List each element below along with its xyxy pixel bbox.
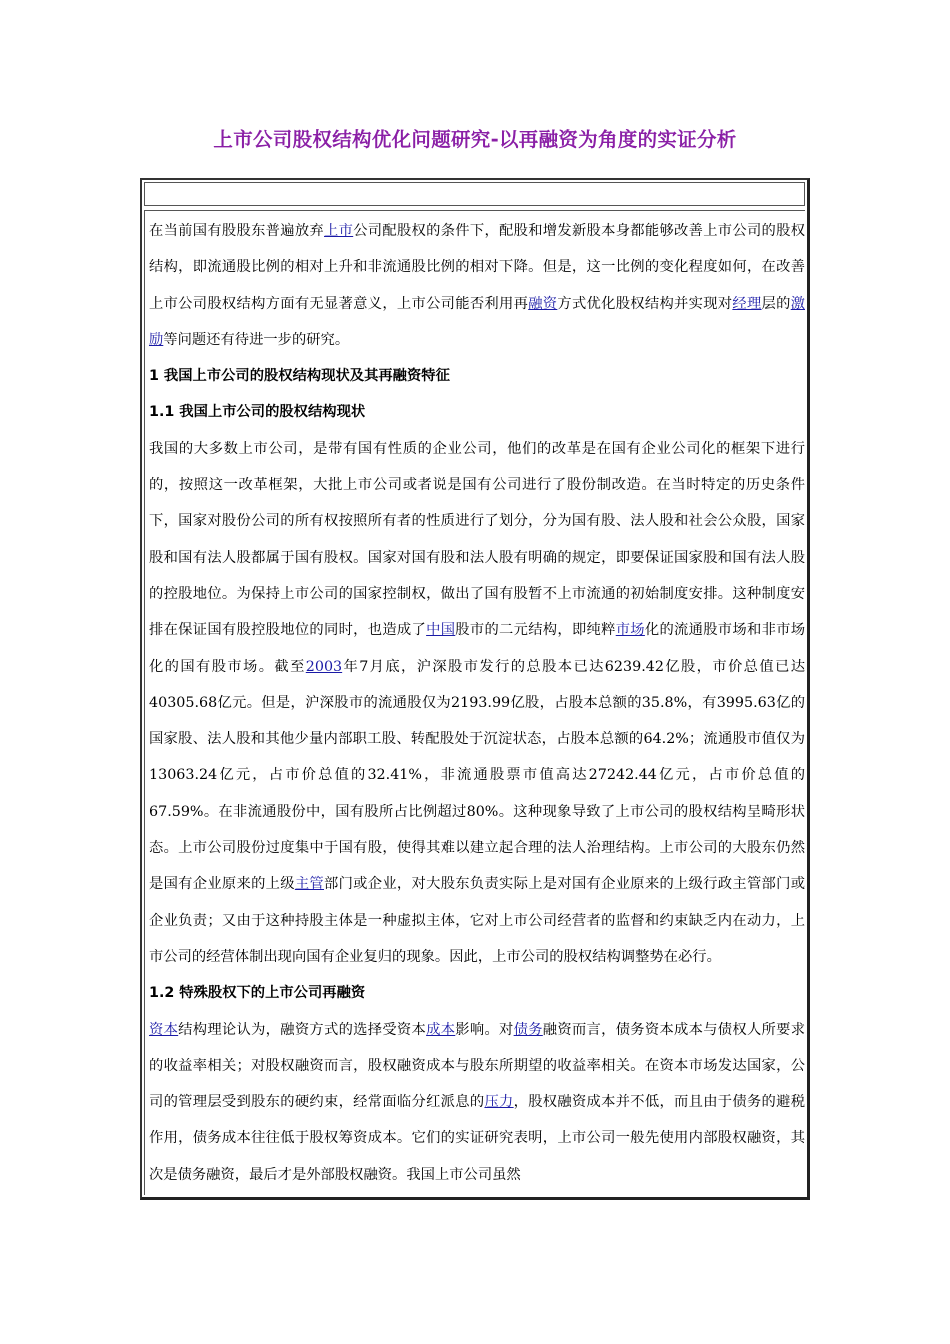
text-run: 方式优化股权结构并实现对: [557, 295, 733, 312]
text-run: 影响。对: [455, 1021, 514, 1038]
text-run: 层的: [761, 295, 791, 312]
text-run: 股市的二元结构，即纯粹: [455, 622, 616, 639]
link-pressure[interactable]: 压力: [484, 1094, 514, 1111]
intro-paragraph: [149, 213, 805, 358]
text-run: 等问题还有待进一步的研究。: [163, 331, 350, 348]
table-content-cell: [144, 210, 805, 1195]
link-market[interactable]: 市场: [615, 622, 645, 639]
link-2003[interactable]: 2003: [305, 658, 343, 675]
article-table: [140, 178, 810, 1200]
text-run: 公司配股权的条件下，配股和增发新股本身都能够改善上市公司的股权结构，即流通股比例的相对上升和非流通股比例的相对下降。但是，这一比例的变化程度如何，在改善上市公司股权结构方面有无显著意义，上市公司能否利用再: [149, 223, 805, 312]
text-run: ，股权融资成本并不低，而且由于债务的避税作用，债务成本往往低于股权筹资成本。它们的实证研究表明，上市公司一般先使用内部股权融资，其次是债务融资，最后才是外部股权融资。我国上市公司虽然: [149, 1094, 805, 1183]
text-run: 我国的大多数上市公司，是带有国有性质的企业公司，他们的改革是在国有企业公司化的框架下进行的，按照这一改革框架，大批上市公司或者说是国有公司进行了股份制改造。在当时特定的历史条件下，国家对股份公司的所有权按照所有者的性质进行了划分，分为国有股、法人股和社会公众股，国家股和国有法人股都属于国有股权。国家对国有股和法人股有明确的规定，即要保证国家股和国有法人股的控股地位。为保持上市公司的国家控制权，做出了国有股暂不上市流通的初始制度安排。这种制度安排在保证国有股控股地位的同时，也造成了: [149, 440, 805, 639]
section-heading-1-1: 1.1 我国上市公司的股权结构现状: [149, 404, 366, 421]
link-supervisor[interactable]: 主管: [294, 876, 325, 893]
text-run: 年7月底，沪深股市发行的总股本已达6239.42亿股，市价总值已达40305.68亿元。但是，沪深股市的流通股仅为2193.99亿股，占股本总额的35.8%，有3995.63亿的国家股、法人股和其他少量内部职工股、转配股处于沉淀状态，占股本总额的64.2%；流通股市值仅为13063.24亿元，占市价总值的32.41%，非流通股票市值高达27242.44亿元，占市价总值的67.59%。在非流通股份中，国有股所占比例超过80%。这种现象导致了上市公司的股权结构呈畸形状态。上市公司股份过度集中于国有股，使得其难以建立起合理的法人治理结构。上市公司的大股东仍然是国有企业原来的上级: [149, 658, 805, 893]
paragraph-refinancing: [149, 1012, 805, 1193]
link-debt[interactable]: 债务: [513, 1021, 543, 1038]
text-run: 融资而言，债务资本成本与债权人所要求的收益率相关；对股权融资而言，股权融资成本与股东所期望的收益率相关。在资本市场发达国家，公司的管理层受到股东的硬约束，经常面临分红派息的: [149, 1021, 805, 1111]
link-listed[interactable]: 上市: [324, 223, 354, 239]
paragraph-structure-status: [149, 431, 805, 975]
link-china[interactable]: 中国: [426, 622, 456, 639]
text-run: 部门或企业，对大股东负责实际上是对国有企业原来的上级行政主管部门或企业负责；又由于这种持股主体是一种虚拟主体，它对上市公司经营者的监督和约束缺乏内在动力，上市公司的经营体制出现向国有企业复归的现象。因此，上市公司的股权结构调整势在必行。: [149, 876, 805, 965]
link-incentive[interactable]: 激励: [149, 295, 805, 348]
section-heading-1: 1 我国上市公司的股权结构现状及其再融资特征: [149, 368, 450, 385]
table-header-row: [144, 182, 805, 206]
link-manager[interactable]: 经理: [732, 295, 762, 312]
page-title: 上市公司股权结构优化问题研究-以再融资为角度的实证分析: [213, 128, 737, 151]
link-financing[interactable]: 融资: [528, 295, 558, 312]
text-run: 结构理论认为，融资方式的选择受资本: [178, 1021, 427, 1038]
text-run: 在当前国有股股东普遍放弃: [149, 223, 325, 239]
text-run: 化的流通股市场和非市场化的国有股市场。截至: [149, 622, 805, 675]
article-body: [149, 213, 805, 1193]
section-heading-1-2: 1.2 特殊股权下的上市公司再融资: [149, 985, 366, 1002]
link-capital[interactable]: 资本: [149, 1021, 179, 1038]
link-cost[interactable]: 成本: [426, 1021, 456, 1038]
